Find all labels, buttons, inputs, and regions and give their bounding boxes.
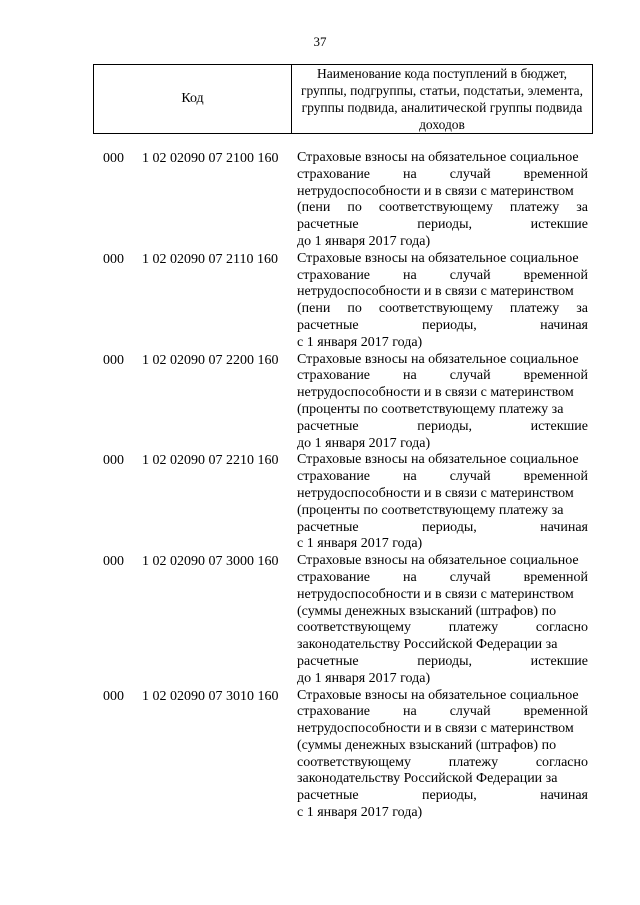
description-line: нетрудоспособности и в связи с материнством	[297, 385, 574, 401]
revenue-description	[297, 150, 588, 251]
description-line: законодательству Российской Федерации за	[297, 771, 558, 787]
description-line: нетрудоспособности и в связи с материнством	[297, 183, 574, 199]
description-line: (суммы денежных взысканий (штрафов) по	[297, 737, 557, 753]
revenue-description	[297, 688, 588, 822]
description-line: расчетные периоды, истекшие	[297, 418, 588, 434]
admin-code: 000	[103, 688, 124, 704]
description-line: законодательству Российской Федерации за	[297, 637, 558, 653]
name-column-header: Наименование кода поступлений в бюджет, группы, подгруппы, статьи, подстатьи, элемента, группы подвида, аналитической группы подвида доходов	[300, 66, 584, 132]
description-line: (пени по соответствующему платежу за	[297, 301, 588, 317]
revenue-description	[297, 553, 588, 687]
table-header	[93, 64, 593, 134]
description-line: нетрудоспособности и в связи с материнством	[297, 586, 574, 602]
description-line: страхование на случай временной	[297, 267, 588, 283]
description-line: соответствующему платежу согласно	[297, 754, 588, 770]
description-line: с 1 января 2017 года)	[297, 536, 423, 552]
description-line: нетрудоспособности и в связи с материнством	[297, 284, 574, 300]
revenue-description	[297, 251, 588, 352]
description-line: Страховые взносы на обязательное социальное	[297, 150, 579, 165]
table-row	[0, 688, 640, 822]
description-line: расчетные периоды, истекшие	[297, 653, 588, 669]
description-line: расчетные периоды, начиная	[297, 317, 588, 333]
admin-code: 000	[103, 251, 124, 267]
description-line: соответствующему платежу согласно	[297, 620, 588, 636]
revenue-description	[297, 452, 588, 553]
table-row	[0, 251, 640, 352]
description-line: с 1 января 2017 года)	[297, 334, 423, 350]
description-line: Страховые взносы на обязательное социальное	[297, 687, 579, 703]
revenue-code: 1 02 02090 07 3000 160	[142, 554, 279, 570]
description-line: (пени по соответствующему платежу за	[297, 200, 588, 216]
description-line: (проценты по соответствующему платежу за	[297, 502, 564, 518]
table-row	[0, 150, 640, 251]
description-line: расчетные периоды, начиная	[297, 788, 588, 804]
description-line: до 1 января 2017 года)	[297, 670, 431, 686]
description-line: (суммы денежных взысканий (штрафов) по	[297, 603, 557, 619]
description-line: расчетные периоды, истекшие	[297, 217, 588, 233]
revenue-code: 1 02 02090 07 3010 160	[142, 688, 279, 704]
description-line: Страховые взносы на обязательное социальное	[297, 250, 579, 266]
description-line: до 1 января 2017 года)	[297, 233, 431, 249]
description-line: Страховые взносы на обязательное социальное	[297, 452, 579, 468]
description-line: страхование на случай временной	[297, 569, 588, 585]
table-row	[0, 452, 640, 553]
revenue-code: 1 02 02090 07 2210 160	[142, 453, 279, 469]
revenue-code: 1 02 02090 07 2200 160	[142, 352, 279, 368]
table-row	[0, 352, 640, 453]
description-line: расчетные периоды, начиная	[297, 519, 588, 535]
description-line: нетрудоспособности и в связи с материнством	[297, 485, 574, 501]
description-line: страхование на случай временной	[297, 704, 588, 720]
description-line: до 1 января 2017 года)	[297, 435, 431, 451]
admin-code: 000	[103, 352, 124, 368]
table-body	[0, 150, 640, 822]
description-line: Страховые взносы на обязательное социальное	[297, 553, 579, 569]
revenue-code: 1 02 02090 07 2100 160	[142, 151, 279, 166]
description-line: страхование на случай временной	[297, 368, 588, 384]
admin-code: 000	[103, 151, 124, 166]
code-column-header: Код	[94, 65, 292, 133]
description-line: нетрудоспособности и в связи с материнством	[297, 721, 574, 737]
admin-code: 000	[103, 453, 124, 469]
description-line: Страховые взносы на обязательное социальное	[297, 351, 579, 367]
description-line: страхование на случай временной	[297, 469, 588, 485]
description-line: с 1 января 2017 года)	[297, 805, 423, 821]
page-number: 37	[313, 34, 327, 49]
description-line: (проценты по соответствующему платежу за	[297, 401, 564, 417]
description-line: страхование на случай временной	[297, 166, 588, 182]
revenue-code: 1 02 02090 07 2110 160	[142, 251, 278, 267]
admin-code: 000	[103, 554, 124, 570]
table-row	[0, 553, 640, 687]
revenue-description	[297, 352, 588, 453]
